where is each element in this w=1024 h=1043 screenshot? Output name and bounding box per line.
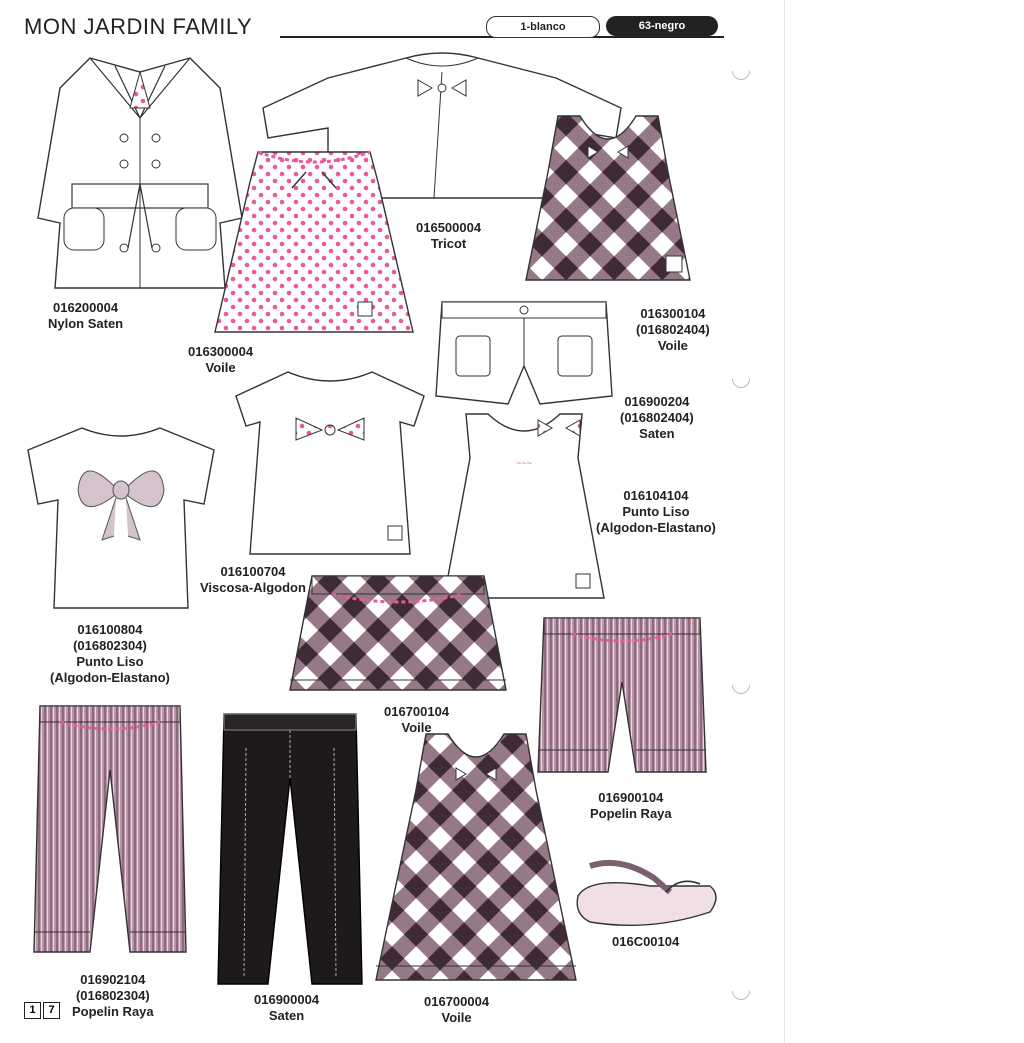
product-label-016100804: 016100804 (016802304) Punto Liso (Algodon-Elastano): [50, 622, 170, 685]
bow-blouse-icon: [228, 366, 432, 562]
color-pill-blanco: 1-blanco: [486, 16, 600, 38]
product-label-016700104: 016700104 Voile: [384, 704, 450, 735]
check-skirt-icon: [282, 570, 514, 704]
binder-ring-icon: [728, 978, 753, 1003]
product-label-016902104: 016902104 (016802304) Popelin Raya: [72, 972, 154, 1019]
binder-ring-icon: [728, 58, 753, 83]
brand-title: MON JARDIN FAMILY: [24, 14, 253, 39]
product-label-016500004: 016500004 Tricot: [416, 220, 482, 251]
black-pants-icon: [212, 708, 368, 992]
binder-ring-icon: [728, 672, 753, 697]
color-pill-negro: 63-negro: [606, 16, 718, 36]
product-label-016300104: 016300104 (016802404) Voile: [636, 306, 710, 353]
product-label-016700004: 016700004 Voile: [424, 994, 490, 1025]
product-label-016300004: 016300004 Voile: [188, 344, 254, 375]
product-label-016100704: 016100704 Viscosa-Algodon: [200, 564, 306, 595]
flip-flop-icon: [570, 856, 726, 936]
shorts-icon: [432, 296, 616, 410]
product-label-016104104: 016104104 Punto Liso (Algodon-Elastano): [596, 488, 716, 535]
check-dress-icon: [368, 730, 584, 990]
product-label-016900204: 016900204 (016802404) Saten: [620, 394, 694, 441]
product-label-016900104: 016900104 Popelin Raya: [590, 790, 672, 821]
bow-tshirt-icon: [22, 420, 220, 616]
product-label-016900004: 016900004 Saten: [254, 992, 320, 1023]
striped-pants-icon: [26, 700, 194, 960]
binder-ring-icon: [728, 366, 753, 391]
page-number: [24, 1002, 60, 1019]
check-tank-top-icon: [518, 112, 698, 288]
product-label-016200004: 016200004 Nylon Saten: [48, 300, 124, 331]
page-digit: 1: [24, 1002, 41, 1019]
page-digit: 7: [43, 1002, 60, 1019]
polka-dot-top-icon: [208, 142, 420, 342]
svg-text:~~~: ~~~: [516, 458, 532, 468]
product-label-016C00104: 016C00104: [612, 934, 680, 949]
